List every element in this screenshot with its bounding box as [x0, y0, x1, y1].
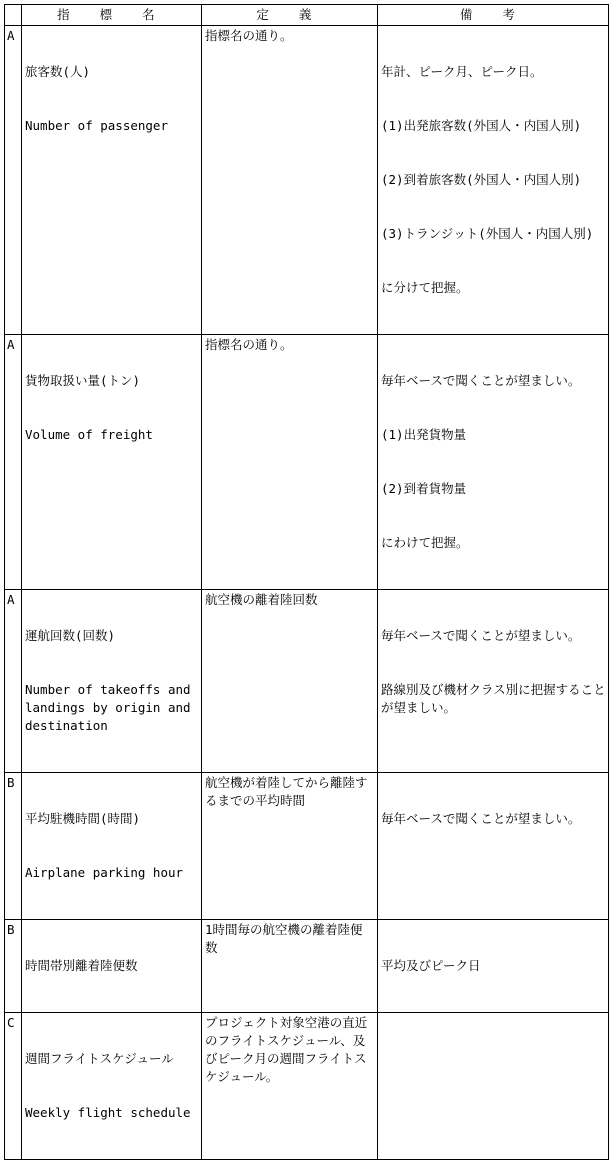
remarks-line: 毎年ベースで聞くことが望ましい。 — [381, 811, 581, 826]
remarks-line: 年計、ピーク月、ピーク日。 — [381, 64, 543, 79]
grade-cell: A — [5, 335, 22, 590]
remarks-line: (3)トランジット(外国人・内国人別) — [381, 226, 594, 241]
indicator-name-ja: 貨物取扱い量(トン) — [25, 373, 141, 388]
indicator-name-ja: 平均駐機時間(時間) — [25, 811, 141, 826]
remarks-line: (2)到着貨物量 — [381, 481, 467, 496]
remarks-line: (1)出発旅客数(外国人・内国人別) — [381, 118, 582, 133]
grade-cell: A — [5, 26, 22, 335]
grade-cell: B — [5, 773, 22, 920]
remarks-cell — [378, 1013, 609, 1160]
remarks-line: 毎年ベースで聞くことが望ましい。 — [381, 628, 581, 643]
indicator-name-cell — [22, 26, 202, 335]
definition-cell: 指標名の通り。 — [202, 26, 378, 335]
indicator-name-cell — [22, 1013, 202, 1160]
indicator-name-en: Airplane parking hour — [25, 865, 184, 880]
table-row — [5, 590, 609, 773]
remarks-cell — [378, 335, 609, 590]
remarks-cell — [378, 590, 609, 773]
remarks-line: 毎年ベースで聞くことが望ましい。 — [381, 373, 581, 388]
remarks-line: にわけて把握。 — [381, 535, 469, 550]
indicator-name-en: Number of passenger — [25, 118, 168, 133]
grade-cell: A — [5, 590, 22, 773]
indicator-name-ja: 時間帯別離着陸便数 — [25, 958, 138, 973]
header-definition: 定 義 — [202, 5, 378, 26]
remarks-cell — [378, 26, 609, 335]
definition-cell: 指標名の通り。 — [202, 335, 378, 590]
indicator-name-cell — [22, 920, 202, 1013]
indicator-name-ja: 旅客数(人) — [25, 64, 91, 79]
indicator-name-cell — [22, 773, 202, 920]
header-grade — [5, 5, 22, 26]
grade-cell: C — [5, 1013, 22, 1160]
indicator-table — [4, 4, 609, 1160]
remarks-line: 平均及びピーク日 — [381, 958, 481, 973]
definition-cell: プロジェクト対象空港の直近のフライトスケジュール、及びピーク月の週間フライトスケジュール。 — [202, 1013, 378, 1160]
grade-cell: B — [5, 920, 22, 1013]
indicator-name-en: Volume of freight — [25, 427, 153, 442]
remarks-cell — [378, 920, 609, 1013]
definition-cell: 航空機の離着陸回数 — [202, 590, 378, 773]
indicator-name-ja: 運航回数(回数) — [25, 628, 116, 643]
remarks-line: 路線別及び機材クラス別に把握することが望ましい。 — [381, 682, 606, 715]
indicator-name-cell — [22, 335, 202, 590]
remarks-cell — [378, 773, 609, 920]
remarks-line: (2)到着旅客数(外国人・内国人別) — [381, 172, 582, 187]
definition-cell: 航空機が着陸してから離陸するまでの平均時間 — [202, 773, 378, 920]
table-row — [5, 1013, 609, 1160]
table-row — [5, 26, 609, 335]
header-remarks: 備 考 — [378, 5, 609, 26]
remarks-line: に分けて把握。 — [381, 280, 469, 295]
table-row — [5, 773, 609, 920]
indicator-name-en: Number of takeoffs and landings by origin and destination — [25, 682, 199, 733]
header-row — [5, 5, 609, 26]
table-row — [5, 335, 609, 590]
definition-cell: 1時間毎の航空機の離着陸便数 — [202, 920, 378, 1013]
table-row — [5, 920, 609, 1013]
indicator-name-en: Weekly flight schedule — [25, 1105, 191, 1120]
remarks-line: (1)出発貨物量 — [381, 427, 467, 442]
indicator-name-ja: 週間フライトスケジュール — [25, 1051, 174, 1066]
indicator-name-cell — [22, 590, 202, 773]
header-indicator-name: 指 標 名 — [22, 5, 202, 26]
